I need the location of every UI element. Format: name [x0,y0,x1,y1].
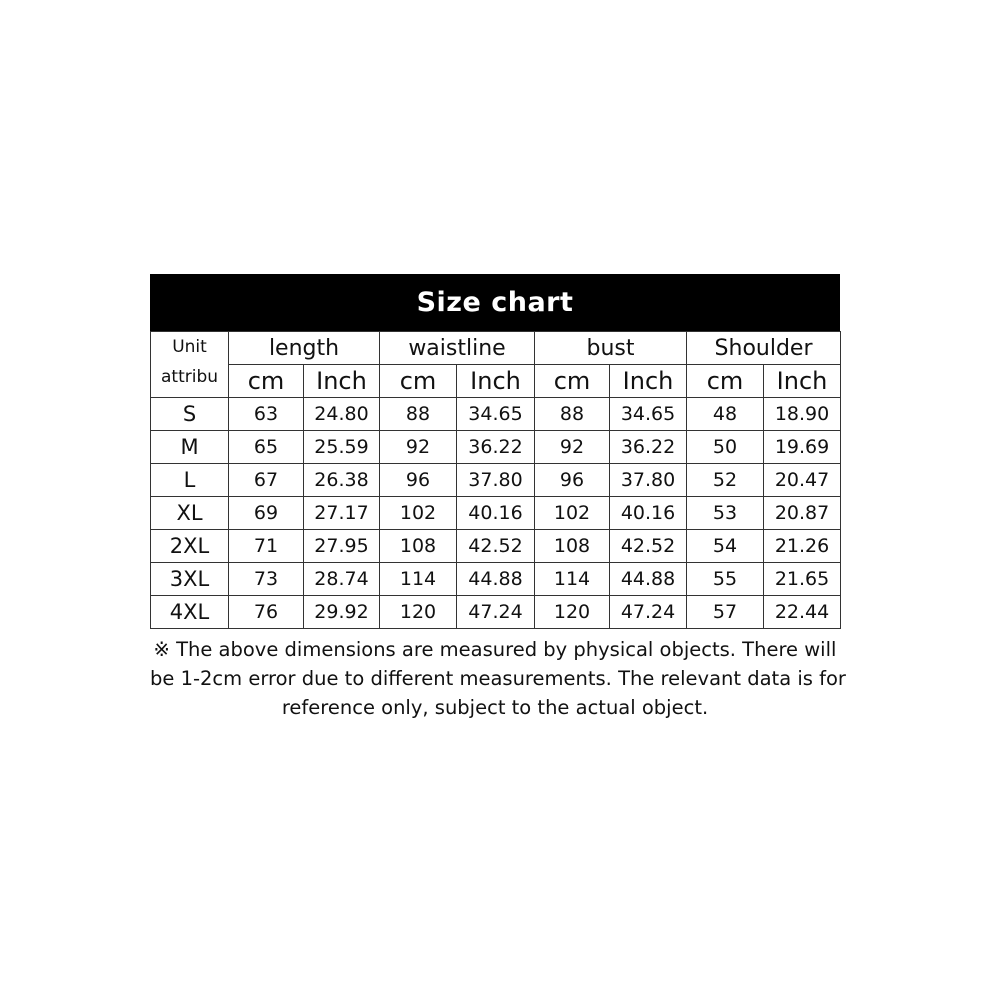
measurement-cell: 28.74 [304,563,380,596]
measurement-cell: 88 [535,398,610,431]
measurement-cell: 69 [229,497,304,530]
subhead-inch: Inch [457,365,535,398]
size-label: 4XL [151,596,229,629]
size-label: L [151,464,229,497]
note-line-1: ※ The above dimensions are measured by physical objects. There will [153,638,837,661]
measurement-cell: 114 [535,563,610,596]
measurement-cell: 50 [687,431,764,464]
subhead-cm: cm [380,365,457,398]
measurement-cell: 92 [380,431,457,464]
unit-header-line2: attribu [160,367,219,387]
measurement-cell: 71 [229,530,304,563]
table-row [151,398,841,431]
measurement-cell: 27.95 [304,530,380,563]
size-label: XL [151,497,229,530]
note-line-3: reference only, subject to the actual object. [281,696,709,719]
group-length: length [229,332,380,365]
unit-header-line1: Unit [172,337,207,357]
measurement-cell: 92 [535,431,610,464]
size-label: 2XL [151,530,229,563]
measurement-cell: 120 [380,596,457,629]
subhead-cm: cm [229,365,304,398]
measurement-cell: 26.38 [304,464,380,497]
measurement-cell: 22.44 [764,596,841,629]
measurement-cell: 55 [687,563,764,596]
note-line-2: be 1-2cm error due to different measurements. The relevant data is for [150,667,846,690]
measurement-cell: 65 [229,431,304,464]
group-waistline: waistline [380,332,535,365]
measurement-cell: 63 [229,398,304,431]
measurement-cell: 48 [687,398,764,431]
size-table-body [151,332,841,629]
measurement-cell: 73 [229,563,304,596]
size-label: S [151,398,229,431]
measurement-cell: 25.59 [304,431,380,464]
subhead-cm: cm [535,365,610,398]
group-header-row [151,332,841,365]
measurement-cell: 34.65 [610,398,687,431]
table-row [151,431,841,464]
measurement-cell: 67 [229,464,304,497]
subhead-inch: Inch [764,365,841,398]
table-row [151,464,841,497]
measurement-cell: 108 [380,530,457,563]
measurement-cell: 47.24 [457,596,535,629]
size-table [150,331,841,629]
measurement-cell: 88 [380,398,457,431]
measurement-cell: 21.26 [764,530,841,563]
subhead-cm: cm [687,365,764,398]
measurement-cell: 108 [535,530,610,563]
measurement-cell: 42.52 [457,530,535,563]
measurement-cell: 42.52 [610,530,687,563]
measurement-note [150,635,846,722]
measurement-cell: 44.88 [457,563,535,596]
measurement-cell: 114 [380,563,457,596]
measurement-cell: 102 [380,497,457,530]
measurement-cell: 21.65 [764,563,841,596]
subhead-inch: Inch [610,365,687,398]
measurement-cell: 29.92 [304,596,380,629]
measurement-cell: 37.80 [457,464,535,497]
measurement-cell: 24.80 [304,398,380,431]
size-chart [150,274,846,722]
measurement-cell: 96 [535,464,610,497]
measurement-cell: 96 [380,464,457,497]
measurement-cell: 36.22 [610,431,687,464]
group-shoulder: Shoulder [687,332,841,365]
measurement-cell: 20.47 [764,464,841,497]
measurement-cell: 102 [535,497,610,530]
measurement-cell: 37.80 [610,464,687,497]
unit-header [151,332,229,398]
subheader-row [151,365,841,398]
measurement-cell: 20.87 [764,497,841,530]
table-row [151,497,841,530]
size-label: M [151,431,229,464]
chart-title: Size chart [150,274,840,331]
measurement-cell: 27.17 [304,497,380,530]
measurement-cell: 44.88 [610,563,687,596]
measurement-cell: 18.90 [764,398,841,431]
measurement-cell: 47.24 [610,596,687,629]
measurement-cell: 53 [687,497,764,530]
measurement-cell: 19.69 [764,431,841,464]
table-row [151,530,841,563]
measurement-cell: 54 [687,530,764,563]
measurement-cell: 52 [687,464,764,497]
subhead-inch: Inch [304,365,380,398]
measurement-cell: 40.16 [457,497,535,530]
measurement-cell: 40.16 [610,497,687,530]
table-row [151,563,841,596]
measurement-cell: 120 [535,596,610,629]
group-bust: bust [535,332,687,365]
measurement-cell: 34.65 [457,398,535,431]
table-row [151,596,841,629]
measurement-cell: 57 [687,596,764,629]
measurement-cell: 36.22 [457,431,535,464]
size-label: 3XL [151,563,229,596]
measurement-cell: 76 [229,596,304,629]
